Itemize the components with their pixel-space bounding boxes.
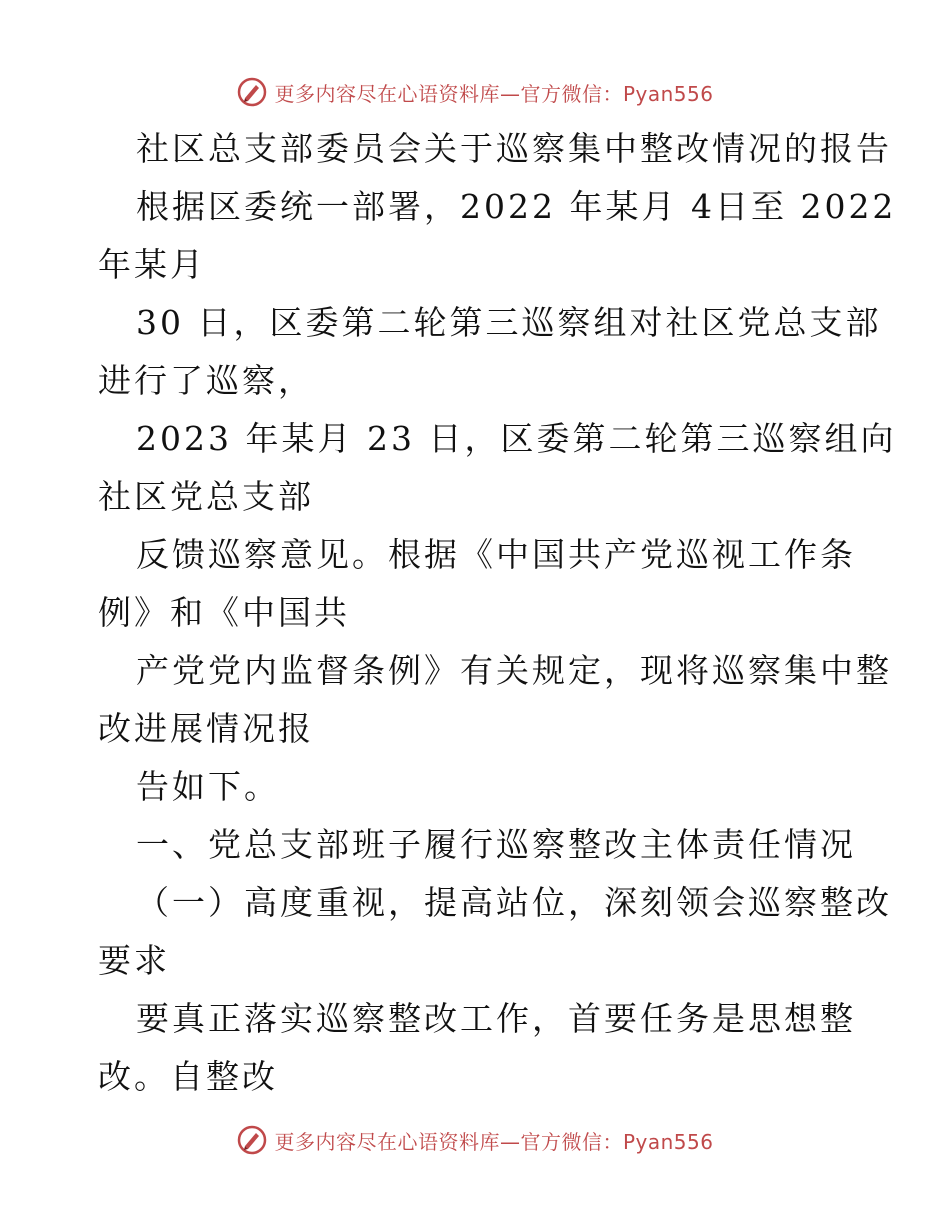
paragraph-line: 改进展情况报 (98, 709, 314, 748)
paragraph-line: 根据区委统一部署，2022 年某月 4日至 2022 (136, 187, 897, 226)
paragraph-line: 2023 年某月 23 日，区委第二轮第三巡察组向 (136, 419, 897, 458)
paragraph-line: 例》和《中国共 (98, 593, 350, 632)
section-heading: 一、党总支部班子履行巡察整改主体责任情况 (136, 825, 856, 864)
document-title: 社区总支部委员会关于巡察集中整改情况的报告 (136, 129, 892, 168)
paragraph-line: 告如下。 (136, 767, 280, 806)
paragraph-line: 要求 (98, 941, 170, 980)
paragraph-line: 反馈巡察意见。根据《中国共产党巡视工作条 (136, 535, 856, 574)
pen-circle-logo-icon (236, 1124, 268, 1156)
paragraph-line: 要真正落实巡察整改工作，首要任务是思想整 (136, 999, 856, 1038)
paragraph-line: 社区党总支部 (98, 477, 314, 516)
watermark-text: 更多内容尽在心语资料库—官方微信：Pyan556 (274, 81, 714, 106)
paragraph-line: 30 日，区委第二轮第三巡察组对社区党总支部 (136, 303, 882, 342)
header-watermark (0, 72, 950, 112)
document-body (98, 120, 897, 1106)
paragraph-line: 改。自整改 (98, 1057, 278, 1096)
paragraph-line: 年某月 (98, 245, 206, 284)
footer-watermark (0, 1120, 950, 1160)
watermark-text: 更多内容尽在心语资料库—官方微信：Pyan556 (274, 1129, 714, 1154)
subsection-heading: （一）高度重视，提高站位，深刻领会巡察整改 (136, 883, 892, 922)
paragraph-line: 产党党内监督条例》有关规定，现将巡察集中整 (136, 651, 892, 690)
paragraph-line: 进行了巡察， (98, 361, 314, 400)
pen-circle-logo-icon (236, 76, 268, 108)
